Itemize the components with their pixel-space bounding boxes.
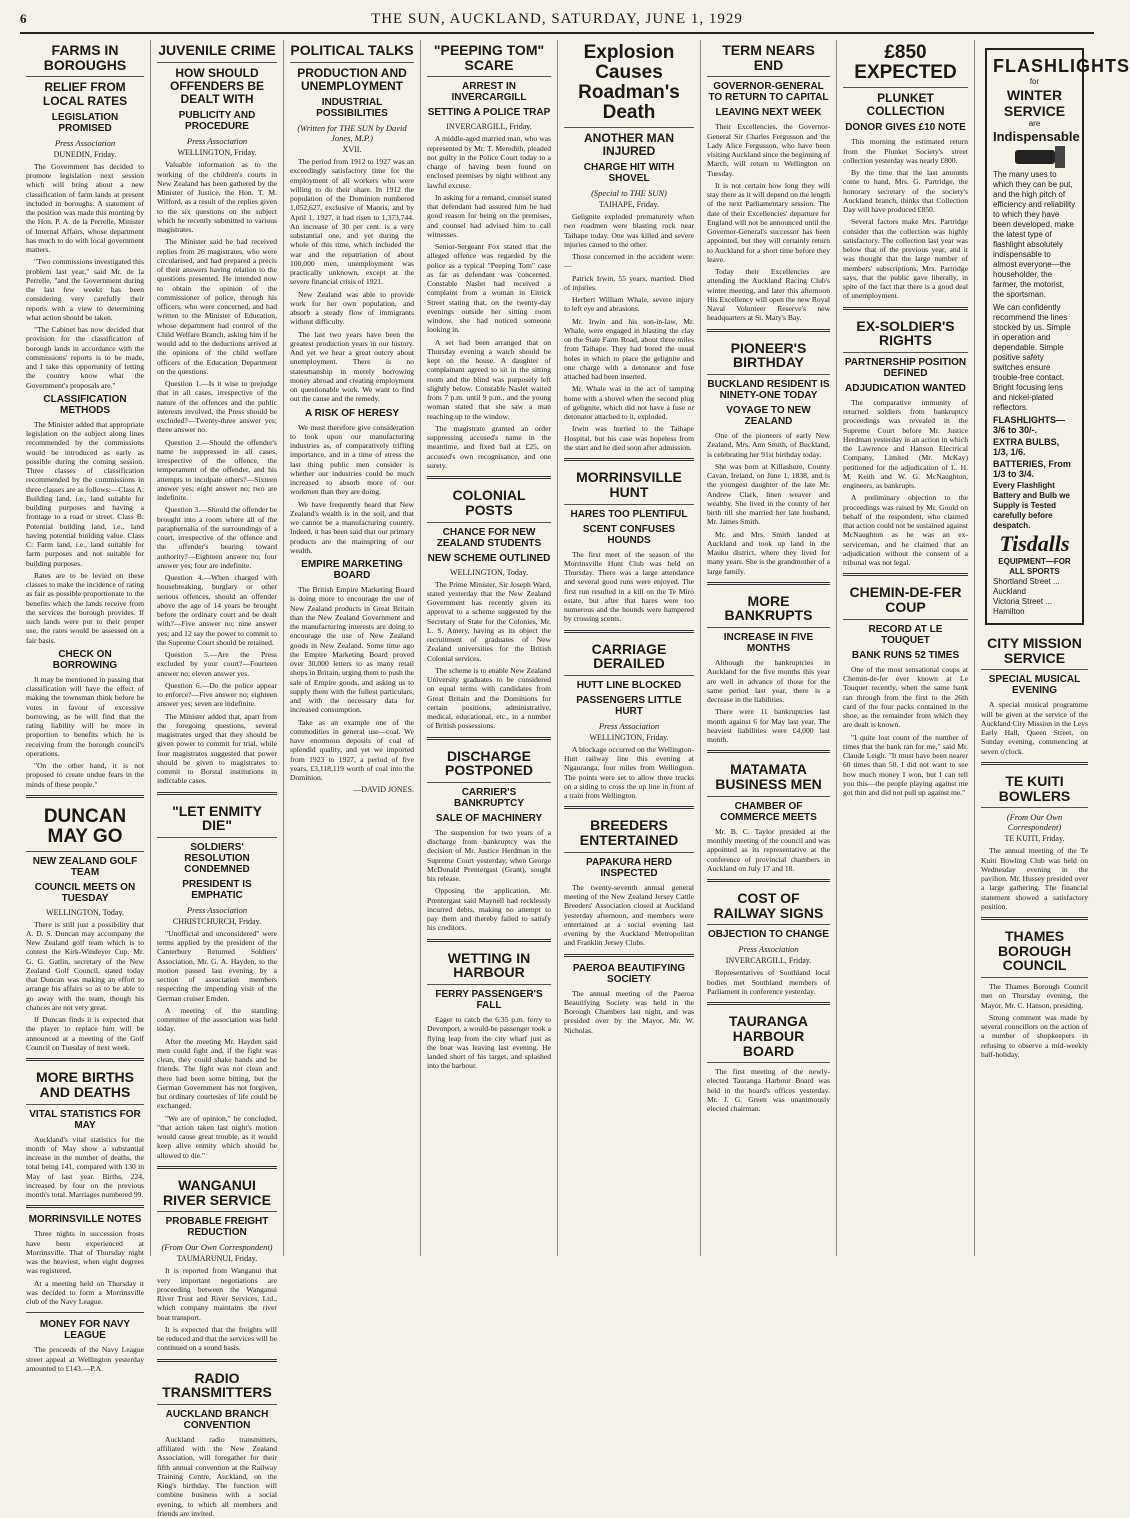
headline-thames-borough: THAMES BOROUGH COUNCIL xyxy=(981,926,1088,978)
paragraph: Eager to catch the 6.35 p.m. ferry to Devonport, a would-be passenger took a flying leap from the city wharf just as the boat was leaving last evening. He landed short of his target, and splashed into the harbour. xyxy=(427,1015,551,1071)
subhead: PASSENGERS LITTLE HURT xyxy=(576,694,682,717)
column-4 xyxy=(421,40,558,1256)
paragraph: The proceeds of the Navy League street appeal at Wellington yesterday amounted to £143.—P.A. xyxy=(26,1345,144,1373)
paragraph: Senior-Sergeant Fox stated that the alleged offence was regarded by the police as a typical "Peeping Tom" case as far as defendant was concerned. Constable Naslet had received a complaint from a woman in Eitrick Street stating that, on the twenty-day evenings outside her sitting room window, she had noticed someone looking in. xyxy=(427,242,551,335)
headline-peeping-tom: "PEEPING TOM" SCARE xyxy=(427,40,551,77)
headline-breeders-entertained: BREEDERS ENTERTAINED xyxy=(564,815,694,852)
divider xyxy=(707,1002,830,1005)
headline-farms-in-boroughs: FARMS IN BOROUGHS xyxy=(26,40,144,77)
byline: Press Association xyxy=(186,904,248,915)
subhead: PARTNERSHIP POSITION DEFINED xyxy=(844,356,967,379)
subhead: NEW SCHEME OUTLINED xyxy=(427,552,551,564)
byline: (Special to THE SUN) xyxy=(591,188,667,199)
headline-let-enmity-die: "LET ENMITY DIE" xyxy=(157,801,277,838)
dateline: WELLINGTON, Today. xyxy=(450,567,528,577)
paragraph: We have frequently heard that New Zealand's wealth is in the soil, and that we cannot be a manufacturing country. Indeed, it has been said that our primary products are the mainspring of our wealth. xyxy=(290,499,414,555)
paragraph: A special musical programme will be given at the service of the Auckland City Mission in the Leys Early Hall, Queen Street, on Sunday evening, commencing at seven o'clock. xyxy=(981,700,1088,756)
paragraph: The Minister said he had received replies from 26 magistrates, who were circularised, and had prepared a precis of their answers having relation to the questions presented. He intended now to obtain the opinion of the commissioner of police, through his officers, who were concerned, and had written to the Minister of Education, whose department had control of the Child Welfare Branch, asking him if he would add to the deductions arrived at the opinions of the child welfare officers of the Education Department on the questions. xyxy=(157,237,277,376)
paragraph: If Duncan finds it is expected that the player to replace him will be announced at a meeting of the Golf Council on Tuesday of next week. xyxy=(26,1015,144,1052)
byline: Press Association xyxy=(54,137,116,148)
paragraph: "The Cabinet has now decided that provision for the classification of borough lands in accordance with the commissions' reports is to be made, and I take this opportunity of letting the country know what the Government's proposals are." xyxy=(26,325,144,390)
subhead: OBJECTION TO CHANGE xyxy=(708,929,829,941)
headline-juvenile-crime: JUVENILE CRIME xyxy=(157,40,277,63)
divider xyxy=(427,476,551,479)
paragraph: "Two commissions investigated this problem last year," said Mr. de la Perrelle, "and the Government during the last few weeks has been considering very carefully their reports with a view to determining what action should be taken. xyxy=(26,257,144,322)
paragraph: "We are of opinion," he concluded, "that action taken last night's motion would cause great trouble, as it would keep alive enmity which should be allowed to die." xyxy=(157,1113,277,1160)
subhead: CHARGE HIT WITH SHOVEL xyxy=(583,162,675,185)
ad-headline: Indispensable xyxy=(993,129,1080,144)
headline-pioneers-birthday: PIONEER'S BIRTHDAY xyxy=(707,338,830,375)
paragraph: "I quite lost count of the number of times that the bank ran for me," said Mr. Claude Leigh. "It must have been nearer 60 times than 50. I did not want to see how much money I won, but I can tell you this—the people playing against me got thin and did not pull up against me." xyxy=(843,732,968,797)
subhead: DONOR GIVES £10 NOTE xyxy=(845,122,966,134)
byline: (Written for THE SUN by David Jones, M.P.) xyxy=(297,123,407,144)
paragraph: Question 3.—Should the offender be brought into a room where all of the paraphernalia of the surroundings of a court, irrespective of the offence and the offender's bearing toward authority?—Eighteen answer no; four answer yes; four are indefinite. xyxy=(157,505,277,570)
ad-note: Every Flashlight Battery and Bulb we Supply is Tested carefully before despatch. xyxy=(993,481,1070,530)
subhead: SALE OF MACHINERY xyxy=(435,812,543,824)
subhead: HOW SHOULD OFFENDERS BE DEALT WITH xyxy=(169,65,264,107)
paragraph: Question 6.—Do the police appear to enforce?—Five answer no; eighteen answer yes; seven are indefinite. xyxy=(157,680,277,709)
ad-headline: WINTER xyxy=(1006,87,1063,103)
paragraph: Several factors make Mrs. Partridge consider that the collection was highly satisfactory. The collection last year was below that of the previous year, and it was thought that the large number of members' subscriptions, Mrs. Partridge says, that the public gave liberally, in spite of the fact that there is a good deal of unemployment. xyxy=(843,217,968,301)
paragraph: A meeting of the standing committee of the association was held today. xyxy=(157,1005,277,1034)
subhead: PAPAKURA HERD INSPECTED xyxy=(586,856,672,879)
paragraph: There is still just a possibility that A. D. S. Duncan may accompany the New Zealand golf team which is to contest the Kirk-Windeyer Cup. Mr. G. G. Gatlin, secretary of the New Zealand Golf Council, stated today that Duncan was making an effort to arrange his affairs so as to be able to go away with the team, though his chances are not very great. xyxy=(26,919,144,1012)
subhead: LEAVING NEXT WEEK xyxy=(715,107,822,119)
divider xyxy=(707,582,830,585)
subhead: CHECK ON BORROWING xyxy=(52,648,118,671)
subhead: ANOTHER MAN INJURED xyxy=(584,130,674,158)
signoff: —DAVID JONES. xyxy=(353,785,414,795)
headline-navy-league: MONEY FOR NAVY LEAGUE xyxy=(39,1319,131,1342)
divider xyxy=(427,737,551,740)
ad-body: The many uses to which they can be put, and the high pitch of efficiency and reliability to which they have been developed, make the latest type of flashlight absolutely indispensable to almost everyone—the householder, the farmer, the motorist, the sportsman. xyxy=(993,170,1076,299)
paragraph: The Thames Borough Council met on Thursday evening, the Mayor, Mr. C. Hanson, presiding. xyxy=(981,982,1088,1010)
column-2 xyxy=(151,40,284,1518)
subhead: VOYAGE TO NEW ZEALAND xyxy=(726,405,811,427)
paragraph: Irwin was hurried to the Taihape Hospital, but his case was hopeless from the start and he died soon after admission. xyxy=(564,424,694,452)
subhead: HARES TOO PLENTIFUL xyxy=(570,508,688,520)
column-8 xyxy=(975,40,1130,1256)
paragraph: It is expected that the freights will be reduced and that the services will be continued on a sound basis. xyxy=(157,1324,277,1353)
paragraph: The magistrate granted an order suppressing accused's name in the meantime, and fixed bail at £25, on accused's own recognisance, and one surety. xyxy=(427,423,551,470)
paragraph: Question 4.—When charged with housebreaking, burglary or other serious offences, should an offender above the age of 14 years be brought before the ordinary court and be dealt with?—Five answer no; nine answer yes; and 12 say the power to commit to the Supreme Court should be retained. xyxy=(157,573,277,647)
divider xyxy=(707,750,830,753)
subhead: FERRY PASSENGER'S FALL xyxy=(435,989,543,1011)
subhead: CLASSIFICATION METHODS xyxy=(43,393,127,416)
subhead: SETTING A POLICE TRAP xyxy=(427,107,551,119)
paragraph: Opposing the application, Mr. Prentergast said Maynell had recklessly incurred debts, making no attempt to pay them and thereby failed to satisfy his creditors. xyxy=(427,886,551,933)
page-number: 6 xyxy=(20,11,27,26)
headline-matamata: MATAMATA BUSINESS MEN xyxy=(707,759,830,796)
headline-ex-soldiers-rights: EX-SOLDIER'S RIGHTS xyxy=(843,316,968,353)
paragraph: A set had been arranged that on Thursday evening a watch should be kept on the house. A daughter of complainant agreed to sit in the sitting room and the blind was purposely left slightly below. Constable Naslet waited from 7 p.m. until 9 p.m., and the young woman stated that she saw a man reaching up to the window. xyxy=(427,337,551,421)
flashlight-icon xyxy=(1015,150,1055,164)
paragraph: A middle-aged married man, who was represented by Mr. T. Meredith, pleaded not guilty in the Police Court today to a charge of having been found on enclosed premises by night without any lawful excuse. xyxy=(427,134,551,190)
divider xyxy=(564,806,694,809)
headline-political-talks: POLITICAL TALKS xyxy=(290,40,414,63)
headline-duncan-may-go: DUNCAN MAY GO xyxy=(26,804,144,852)
subhead: PLUNKET COLLECTION xyxy=(866,90,945,119)
advertisement-flashlights xyxy=(985,48,1130,625)
dateline: TAIHAPE, Friday. xyxy=(599,200,659,210)
masthead-title: THE SUN, AUCKLAND, SATURDAY, JUNE 1, 1929 xyxy=(371,10,743,27)
paragraph: Mr. Irwin and his son-in-law, Mr. Whale, were engaged in blasting the clay on the State Farm Road, about three miles from Taihape. They had bored the usual holes in which to place the gelignite and one charge with a detonator and fuse attached had been inserted. xyxy=(564,316,694,382)
divider xyxy=(564,954,694,957)
paragraph: The period from 1912 to 1927 was an exceedingly satisfactory time for the employment of all workers who were willing to do their share. In 1912 the population of the Dominion numbered 1,052,627, exclusive of Maoris, and by April 1, 1927, it had risen to 1,373,744. An increase of 30 per cent. is a very substantial one, and yet during the whole of this time, which included the war and the repatriation of about 100,000 men, unemployment was practically unknown, except at the severe financial crisis of 1921. xyxy=(290,157,414,287)
byline: (From Our Own Correspondent) xyxy=(1006,812,1063,833)
byline: (From Our Own Correspondent) xyxy=(161,1242,273,1253)
paragraph: The Minister added that appropriate legislation on the subject along lines recommended by the commissions would be introduced as early as possible during the coming session. Three classes of classification recommended by the commissions in three classes are as follows:—Class A: Building land, i.e., land suitable for building purposes and having a frontage to a road or street. Class B: Potential building land, i.e., land having potential building value. Class C: Farm land, i.e., land suitable for farm purposes and not suitable for building purposes. xyxy=(26,419,144,568)
paragraph: "Unofficial and unconsidered" were terms applied by the president of the Canterbury Returned Soldiers' Association, Mr. G. A. Hayden, to the motion passed last evening by a section of association members respecting the impending visit of the German cruiser Emden. xyxy=(157,928,277,1003)
paragraph: Three nights in succession frosts have been experienced at Morrinsville. That of Thursday night was the heaviest, when eight degrees was registered. xyxy=(26,1229,144,1276)
paragraph: It is not certain how long they will stay there as it will depend on the length of the next Parliamentary session. The date of their Excellencies' departure for England will not be announced until the Governor-General's successor has been appointed, but they will certainly return to Auckland for a short time before they leave. xyxy=(707,180,830,264)
paragraph: It is reported from Wanganui that very important negotiations are proceeding between the Wanganui River Trust and River Services, Ltd., which company maintains the river boat transport. xyxy=(157,1266,277,1322)
paragraph: Those concerned in the accident were:— xyxy=(564,252,694,271)
ad-price: FLASHLIGHTS— 3/6 to 30/-. xyxy=(993,415,1065,435)
dateline: WELLINGTON, Friday. xyxy=(589,732,669,742)
masthead xyxy=(20,6,1094,34)
dateline: INVERCARGILL, Friday. xyxy=(446,122,532,132)
ad-headline: FLASHLIGHTS xyxy=(993,56,1130,76)
dateline: DUNEDIN, Friday. xyxy=(53,149,117,159)
dateline: TAUMARUNUI, Friday. xyxy=(176,1254,258,1264)
paragraph: Auckland radio transmitters, affiliated with the New Zealand Association, will foregather for their fifth annual convention at the Railway Training Centre, Auckland, on the King's birthday. The function will combine business with a social evening, to which all members and friends are invited. xyxy=(157,1434,277,1518)
subhead: PUBLICITY AND PROCEDURE xyxy=(178,110,256,133)
subhead: HUTT LINE BLOCKED xyxy=(576,679,682,691)
paragraph: Gelignite exploded prematurely when two roadmen were blasting rock near Taihape today. One was killed and severe injuries caused to the other. xyxy=(564,212,694,249)
paragraph: The first meet of the season of the Morrinsville Hunt Club was held on Thursday. There was a large attendance and several good runs were enjoyed. The first run resulted in a kill on the Te Miro estate, but after that hares were too numerous and the hounds were hampered by crossing scents. xyxy=(564,549,694,624)
paragraph: This morning the estimated return from the Plunket Society's street collection yesterday was nearly £800. xyxy=(843,137,968,165)
headline-morrinsville-notes: MORRINSVILLE NOTES xyxy=(28,1214,142,1226)
subhead: GOVERNOR-GENERAL TO RETURN TO CAPITAL xyxy=(708,81,829,104)
paragraph: Question 1.—Is it wise to prejudge that in all cases, irrespective of the nature of the offences and the public interests involved, the Press should be excluded?—Twenty-three answer yes; three answer no. xyxy=(157,379,277,435)
headline-wanganui-river: WANGANUI RIVER SERVICE xyxy=(157,1175,277,1212)
ad-price: BATTERIES, From 1/3 to 3/4. xyxy=(993,459,1071,479)
paragraph: In asking for a remand, counsel stated that defendant had assured him he had good reason for being on the premises, and counsel had advised him to call witnesses. xyxy=(427,192,551,239)
subhead: BANK RUNS 52 TIMES xyxy=(851,649,960,661)
paragraph: By the time that the last amounts come to hand, Mrs. G. Partridge, the honorary secretary of the society's Auckland branch, thinks that Collection Day will have produced £850. xyxy=(843,168,968,214)
headline-city-mission: CITY MISSION SERVICE xyxy=(981,633,1088,670)
subhead: RELIEF FROM LOCAL RATES xyxy=(42,80,128,108)
dateline: INVERCARGILL, Friday. xyxy=(725,956,812,966)
headline-railway-signs: COST OF RAILWAY SIGNS xyxy=(707,888,830,925)
paragraph: New Zealand was able to provide work for her own population, and absorb a steady flow of immigrants without difficulty. xyxy=(290,289,414,327)
ad-headline: for xyxy=(1029,77,1040,86)
column-7 xyxy=(837,40,975,1256)
headline-more-births: MORE BIRTHS AND DEATHS xyxy=(26,1067,144,1104)
divider xyxy=(157,1359,277,1362)
paragraph: Herbert William Whale, severe injury to left eye and abrasions. xyxy=(564,295,694,314)
column-3 xyxy=(284,40,421,1256)
headline-chemin-de-fer: CHEMIN-DE-FER COUP xyxy=(843,582,968,619)
paragraph: We must therefore give consideration to look upon our manufacturing industries as, of comparatively trifling importance, and in a time of stress the last thing public men consider is whether our industries could be much increased to absorb more of our workmen than they are doing. xyxy=(290,422,414,497)
ad-address: Victoria Street ... Hamilton xyxy=(993,597,1052,616)
subhead: CARRIER'S BANKRUPTCY xyxy=(454,786,524,809)
subhead: BUCKLAND RESIDENT IS NINETY-ONE TODAY xyxy=(707,379,830,401)
paragraph: Patrick Irwin, 55 years, married. Died of injuries. xyxy=(564,273,694,292)
byline: Press Association xyxy=(186,136,248,147)
headline-term-nears-end: TERM NEARS END xyxy=(707,40,830,77)
divider xyxy=(707,879,830,882)
subhead: EMPIRE MARKETING BOARD xyxy=(301,559,403,582)
paragraph: The suspension for two years of a discharge from bankruptcy was the decision of Mr. Justice Herdman in the Supreme Court yesterday, when George McDonald Prentergast (Grant), sought his release. xyxy=(427,827,551,884)
divider xyxy=(981,762,1088,765)
divider xyxy=(564,458,694,461)
subhead: RECORD AT LE TOUQUET xyxy=(868,623,943,646)
subhead: PRESIDENT IS EMPHATIC xyxy=(182,878,252,901)
paragraph: It may be mentioned in passing that classification will have the effect of making the townsman think before he votes in favour of excessive borrowing, as he will find that the rating liability will be more in proportion to benefits which he is receiving from the borough council's operations. xyxy=(26,674,144,758)
paragraph: The Minister added that, apart from the foregoing questions, several magistrates urged that they should be given power to commit for trial, while four magistrates suggested that power should be given to magistrates to commit to Borstal institutions in indictable cases. xyxy=(157,711,277,786)
dateline: WELLINGTON, Friday. xyxy=(177,148,257,158)
paragraph: The twenty-seventh annual general meeting of the New Zealand Jersey Cattle Breeders' Association closed at Auckland yesterday afternoon, and members were entertained at a social evening last evening by the Auckland Metropolitan and Franklin Jersey Clubs. xyxy=(564,882,694,948)
paragraph: Strong comment was made by several councillors on the action of a number of shopkeepers in refusing to observe a mid-weekly half-holiday. xyxy=(981,1012,1088,1059)
subhead: VITAL STATISTICS FOR MAY xyxy=(29,1108,141,1131)
dateline: CHRISTCHURCH, Friday. xyxy=(172,916,262,926)
paragraph: Question 5.—Are the Press excluded by your court?—Fourteen answer no; eleven answer yes. xyxy=(157,650,277,678)
subhead: COUNCIL MEETS ON TUESDAY xyxy=(34,881,136,904)
paragraph: After the meeting Mr. Hayden said men could fight and, if the fight was clean, they could shake hands and be friends. The fight was not clean and there had been some bitting, but the German Government has not forgiven, but ordinary courtesies of life could be exchanged. xyxy=(157,1036,277,1111)
dateline: TE KUITI, Friday. xyxy=(1004,834,1065,844)
paragraph: Representatives of Southland local bodies met Southland members of Parliament in conference yesterday. xyxy=(707,968,830,996)
column-6 xyxy=(701,40,837,1256)
divider xyxy=(427,939,551,942)
divider xyxy=(843,573,968,576)
headline-wetting-in-harbour: WETTING IN HARBOUR xyxy=(427,948,551,985)
divider xyxy=(843,307,968,310)
column-5 xyxy=(558,40,701,1256)
subhead: SOLDIERS' RESOLUTION CONDEMNED xyxy=(184,841,250,875)
paragraph: Although the bankruptcies in Auckland for the five months this year are well in advance of those for the same period last year, there is a decrease in the liabilities. xyxy=(707,658,830,705)
subhead: INCREASE IN FIVE MONTHS xyxy=(723,632,814,655)
paragraph: Take as an example one of the commodities in general use—coal. We have enormous deposits of coal of splendid quality, and yet we imported from 1923 to 1927, a period of five years, £3,118,119 worth of coal into the Dominion. xyxy=(290,717,414,783)
paragraph: The comparative immunity of returned soldiers from bankruptcy proceedings was revealed in the Supreme Court before Mr. Justice Herdman yesterday in an action in which the Lawrence and Hanson Electrical Company, Limited (Mr. McKay) petitioned for the adjudication of L. H. M. Keith and W. G. McNaughton, engineers, as bankrupts. xyxy=(843,397,968,491)
paragraph: She was born at Killashure, County Cavan, Ireland, on June 1, 1838, and is the youngest daughter of the late Mr. Andrew Clark, linen weaver and wealthy. She lived in the county of her birth till she married her late husband, Mr. James Smith. xyxy=(707,461,830,527)
paragraph: The Prime Minister, Sir Joseph Ward, stated yesterday that the New Zealand Government has recently given its approval to a scheme suggested by the Secretary of State for the Colonies, Mr. L. S. Amery, having as its object the recruitment of graduates of New Zealand universities for the British Colonial services. xyxy=(427,579,551,663)
ad-brand: Tisdalls xyxy=(999,531,1070,556)
subhead: CHANCE FOR NEW ZEALAND STUDENTS xyxy=(436,526,542,549)
divider xyxy=(707,329,830,332)
headline-radio-transmitters: RADIO TRANSMITTERS xyxy=(157,1368,277,1405)
paragraph: A preliminary objection to the proceedings was raised by Mr. Gould on behalf of the respondent, who claimed that action could not be sustained against McNaughton as he was an ex-serviceman, and he claimed that an adjudication without the consent of a tribunal was not legal. xyxy=(843,493,968,568)
paragraph: Mr. and Mrs. Smith landed at Auckland and took up land in the Mauku district, where they lived for many years. She is the grandmother of a large family. xyxy=(707,529,830,576)
byline: Press Association xyxy=(598,720,660,731)
paragraph: Auckland's vital statistics for the month of May show a substantial increase in the number of deaths, the total being 141, compared with 130 in May of last year. Births, 224, increased by four on the previous month's total. Marriages numbered 99. xyxy=(26,1134,144,1199)
ad-body: We can confidently recommend the lines stocked by us. Simple in operation and dependable. Simple positive safety switches ensure trouble-free contact. Bright focusing lens and nickel-plated reflectors. xyxy=(993,303,1071,412)
subhead: SPECIAL MUSICAL EVENING xyxy=(988,674,1081,697)
headline-morrinsville-hunt: MORRINSVILLE HUNT xyxy=(564,467,694,504)
subhead: SCENT CONFUSES HOUNDS xyxy=(582,523,676,546)
subhead: CHAMBER OF COMMERCE MEETS xyxy=(720,800,817,823)
subhead: PRODUCTION AND UNEMPLOYMENT xyxy=(297,65,407,93)
divider xyxy=(26,1058,144,1061)
ad-address: Shortland Street ... Auckland xyxy=(993,577,1060,596)
subhead: A RISK OF HERESY xyxy=(304,407,400,419)
paragraph: A blockage occurred on the Wellington-Hutt railway line this evening at Ngauranga, four miles from Wellington. The points were set to allow three trucks on a siding to cross the up line in front of a train from Wellington. xyxy=(564,744,694,801)
divider xyxy=(157,792,277,795)
headline-more-bankrupts: MORE BANKRUPTS xyxy=(707,591,830,628)
subhead: INDUSTRIAL POSSIBILITIES xyxy=(316,97,388,120)
paragraph: The annual meeting of the Paeroa Beautifying Society was held in the Borough Chambers last night, and was presided over by the Mayor, Mr. W. Nicholas. xyxy=(564,988,694,1035)
paragraph: The last two years have been the greatest production years in our history. And yet we hear a great outcry about unemployment. There is no statesmanship in merely borrowing money abroad and creating employment on questionable work. We want to find out the cause and the remedy. xyxy=(290,329,414,404)
paragraph: One of the pioneers of early New Zealand, Mrs. Ann Smith, of Buckland, is celebrating her 91st birthday today. xyxy=(707,431,830,459)
headline-colonial-posts: COLONIAL POSTS xyxy=(427,485,551,522)
paragraph: Today their Excellencies are attending the Auckland Racing Club's winter meeting, and later this afternoon His Excellency will open the new Royal Naval Volunteer Reserve's new headquarters at St. Mary's Bay. xyxy=(707,267,830,323)
headline-discharge-postponed: DISCHARGE POSTPONED xyxy=(427,746,551,783)
divider xyxy=(981,917,1088,920)
paragraph: Their Excellencies, the Governor-General Sir Charles Fergusson and the Lady Alice Fergusson, who have been visiting Auckland since the beginning of March, will return to Wellington on Tuesday. xyxy=(707,122,830,178)
headline-te-kuiti-bowlers: TE KUITI BOWLERS xyxy=(981,771,1088,808)
subhead: AUCKLAND BRANCH CONVENTION xyxy=(165,1408,269,1431)
paragraph: At a meeting held on Thursday it was decided to form a Morrinsville club of the Navy League. xyxy=(26,1278,144,1306)
paragraph: There were 11 bankruptcies last month against 6 for May last year. The heaviest liabilities were £4,000 last month. xyxy=(707,707,830,745)
subhead: ARREST IN INVERCARGILL xyxy=(451,81,527,104)
headline-850-expected: £850 EXPECTED xyxy=(843,40,968,88)
subhead: NEW ZEALAND GOLF TEAM xyxy=(32,855,138,878)
divider xyxy=(26,1205,144,1208)
paragraph: The scheme is to enable New Zealand University graduates to be considered on equal terms with candidates from Great Britain and the Dominions for certain positions, administrative, medical, educational, etc., in a number of British possessions. xyxy=(427,665,551,731)
dateline: WELLINGTON, Today. xyxy=(46,907,124,917)
subhead: LEGISLATION PROMISED xyxy=(51,111,119,134)
column-1 xyxy=(20,40,151,1373)
ad-headline: SERVICE xyxy=(1003,103,1066,119)
dateline: XVII. xyxy=(342,145,362,155)
paragraph: The first meeting of the newly-elected Tauranga Harbour Board was held in the board's offices yesterday. Mr. J. G. Green was unanimously elected chairman. xyxy=(707,1067,830,1114)
paragraph: One of the most sensational coups at Chemin-de-fer ever known at Le Touquet recently, when the same bank ran through from the first to the 26th card of the four packs contained in the shoe, as the remainder from which they are dealt is known. xyxy=(843,664,968,730)
ad-headline: are xyxy=(1028,119,1041,128)
divider xyxy=(564,630,694,633)
headline-carriage-derailed: CARRIAGE DERAILED xyxy=(564,639,694,676)
headline-explosion: Explosion Causes Roadman's Death xyxy=(564,40,694,128)
divider xyxy=(157,1166,277,1169)
headline-tauranga-harbour: TAURANGA HARBOUR BOARD xyxy=(707,1011,830,1063)
paragraph: Rates are to be levied on these classes to make the incidence of rating as fair as possible proportionate to the benefits which the lands receive from the services the borough provides. If such lands were put to their proper use, the rates would be assessed on a fair basis. xyxy=(26,570,144,645)
paragraph: Mr. B. C. Taylor presided at the monthly meeting of the council and was appointed as its representative at the conference of provincial chambers in Auckland on July 17 and 18. xyxy=(707,826,830,873)
paragraph: The Government has decided to promote legislation next session which will bring about a new classification of farm lands at present included in boroughs. A statement of the position was made this morning by the Hon. P. A. de la Perrelle, Minister of Internal Affairs, whose department has much to do with local government matters. xyxy=(26,161,144,254)
subhead: ADJUDICATION WANTED xyxy=(845,382,966,394)
divider xyxy=(26,795,144,798)
paragraph: Valuable information as to the working of the children's courts in New Zealand has been gathered by the Minister of Justice, the Hon. T. M. Wilford, as a result of the replies given to the six questions on the subject which he recently submitted to various magistrates. xyxy=(157,160,277,234)
ad-price: EXTRA BULBS, 1/3, 1/6. xyxy=(993,437,1060,457)
ad-brand-tag: EQUIPMENT—FOR ALL SPORTS xyxy=(998,557,1071,576)
byline: Press Association xyxy=(738,944,799,955)
subhead: PROBABLE FREIGHT REDUCTION xyxy=(165,1216,269,1239)
paragraph: Question 2.—Should the offender's name be suppressed in all cases, irrespective of the offence, the temperament of the offender, and his attempts to inculpate others?—Sixteen answer yes; eight answer no; two are indefinite. xyxy=(157,437,277,502)
paragraph: The annual meeting of the Te Kuiti Bowling Club was held on Wednesday evening in the pavilion. Mr. Hussey presided over a large gathering. The financial statement showed a satisfactory position. xyxy=(981,846,1088,911)
paragraph: "On the other hand, it is not proposed to create undue fears in the minds of these people." xyxy=(26,761,144,789)
paragraph: Mr. Whale was in the act of tamping home with a shovel when the second plug of gelignite, which did not have a fuse or detonator attached to it, exploded. xyxy=(564,384,694,422)
divider xyxy=(26,1312,144,1313)
headline-paeroa: PAEROA BEAUTIFYING SOCIETY xyxy=(572,962,686,985)
paragraph: The British Empire Marketing Board is doing more to encourage the use of New Zealand products in Great Britain than the New Zealand Government and the manufacturing interests are doing to encourage the use of New Zealand goods in New Zealand. Some time ago the Empire Marketing Board proved over 30,000 letters to as many retail shops in Britain, urging them to push the sale of Empire goods, and asking us to supply them with the fullest particulars, and with the necessary data for increased consumption. xyxy=(290,585,414,715)
